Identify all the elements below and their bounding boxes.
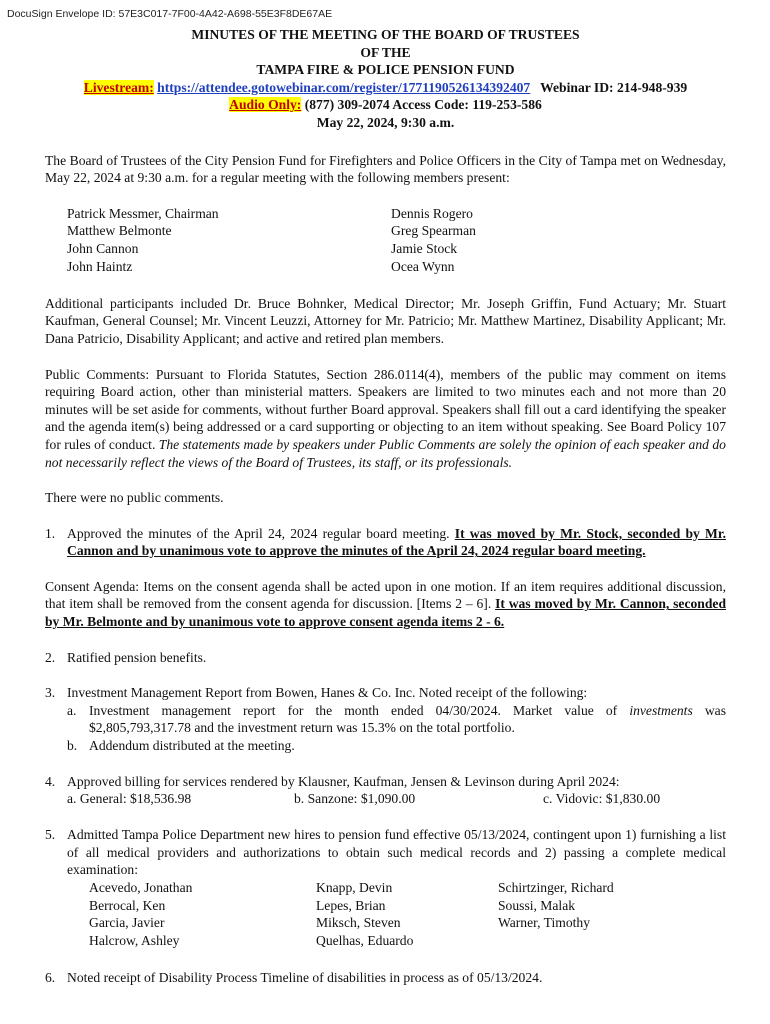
members-right-column [391, 205, 476, 275]
member-name: Patrick Messmer, Chairman [67, 205, 219, 221]
agenda-item-1 [45, 525, 726, 560]
no-public-comments: There were no public comments. [45, 490, 224, 506]
sub-item-italic: investments [629, 702, 693, 718]
livestream-label: Livestream: [83, 79, 154, 95]
sub-item-text: Investment management report for the month ended 04/30/2024. Market value of [89, 702, 618, 718]
public-comments-text: Public Comments: Pursuant to Florida Statutes, Section 286.0114(4), members of the public may comment on items requiring Board action, other than ministerial matters. Speakers are limited to two minutes each and not more than 20 minutes will be set aside for comments, without further Board approval. Speakers shall fill out a card identifying the speaker and the agenda item(s) being addressed or a card supporting or objecting to an item without speaking. See Board Policy 107 for rules of conduct. [45, 366, 726, 452]
sub-item-text: was $2,805,793,317.78 and the investment return was 15.3% on the total portfolio. [89, 702, 726, 736]
item-text: Admitted Tampa Police Department new hires to pension fund effective 05/13/2024, contingent upon 1) furnishing a list of all medical providers and authorizations to obtain such medical records and 2) passing a complete medical examination: [67, 827, 726, 878]
public-comments-disclaimer: The statements made by speakers under Public Comments are solely the opinion of each speaker and do not necessarily reflect the views of the Board of Trustees, its staff, or its professionals. [45, 436, 726, 470]
item-motion: It was moved by Mr. Stock, seconded by Mr. Cannon and by unanimous vote to approve the minutes of the April 24, 2024 regular board meeting. [67, 525, 727, 559]
billing-vidovic: c. Vidovic: $1,830.00 [543, 791, 661, 807]
document-header [45, 26, 726, 132]
audio-info: (877) 309-2074 Access Code: 119-253-586 [304, 97, 542, 113]
hire-name: Knapp, Devin [316, 880, 393, 895]
sub-item-letter: b. [67, 738, 78, 754]
additional-participants: Additional participants included Dr. Bruce Bohnker, Medical Director; Mr. Joseph Griffin, Fund Actuary; Mr. Stuart Kaufman, General Counsel; Mr. Vincent Leuzzi, Attorney for Mr. Patricio; Mr. Matthew Martinez, Disability Applicant; Mr. Dana Patricio, Disability Applicant; and active and retired plan members. [45, 295, 726, 346]
agenda-item-5 [45, 826, 726, 951]
members-present [45, 205, 726, 277]
docusign-envelope-id: DocuSign Envelope ID: 57E3C017-7F00-4A42-A698-55E3F8DE67AE [7, 8, 333, 20]
agenda-item-3 [45, 684, 726, 754]
item-text: Investment Management Report from Bowen, Hanes & Co. Inc. Noted receipt of the following: [67, 685, 588, 701]
hire-name: Lepes, Brian [316, 897, 386, 913]
billing-general: a. General: $18,536.98 [67, 791, 192, 807]
consent-motion: It was moved by Mr. Cannon, seconded by Mr. Belmonte and by unanimous vote to approve consent agenda items 2 - 6. [45, 596, 727, 630]
hire-name: Halcrow, Ashley [89, 932, 180, 948]
member-name: Greg Spearman [391, 223, 476, 239]
hires-column-2 [316, 879, 413, 949]
audio-label: Audio Only: [229, 97, 302, 113]
billing-line [67, 790, 726, 808]
sub-item-b [67, 737, 726, 755]
hire-name: Warner, Timothy [498, 915, 591, 931]
member-name: Jamie Stock [391, 240, 458, 256]
member-name: Ocea Wynn [391, 258, 455, 274]
hire-name: Garcia, Javier [89, 915, 165, 931]
item-number: 6. [45, 970, 56, 985]
header-title-line1: MINUTES OF THE MEETING OF THE BOARD OF TRUSTEES [191, 27, 580, 42]
hires-column-1 [89, 879, 192, 949]
item-number: 4. [45, 773, 56, 789]
hire-name: Berrocal, Ken [89, 897, 166, 913]
item-number: 1. [45, 525, 56, 541]
agenda-item-4 [45, 773, 726, 809]
livestream-line [45, 79, 726, 97]
header-title-line3: TAMPA FIRE & POLICE PENSION FUND [256, 62, 515, 78]
hires-column-3 [498, 879, 614, 932]
member-name: John Cannon [67, 240, 139, 256]
hire-name: Quelhas, Eduardo [316, 932, 414, 948]
audio-line [45, 96, 726, 114]
item-text: Noted receipt of Disability Process Timeline of disabilities in process as of 05/13/2024. [67, 970, 543, 985]
hire-name: Schirtzinger, Richard [498, 880, 614, 895]
billing-sanzone: b. Sanzone: $1,090.00 [294, 791, 416, 807]
member-name: Matthew Belmonte [67, 223, 172, 239]
webinar-id: Webinar ID: 214-948-939 [540, 79, 688, 95]
sub-item-a [67, 702, 726, 737]
item-number: 3. [45, 685, 56, 701]
public-comments-paragraph [45, 366, 726, 472]
agenda-item-6 [45, 969, 726, 987]
hire-name: Acevedo, Jonathan [89, 880, 193, 895]
agenda-item-2 [45, 649, 726, 667]
item-text: Approved billing for services rendered by Klausner, Kaufman, Jensen & Levinson during April 2024: [67, 773, 620, 789]
members-left-column [67, 205, 219, 275]
sub-item-letter: a. [67, 702, 77, 718]
document-page [45, 26, 726, 987]
hire-name: Soussi, Malak [498, 897, 576, 913]
meeting-date: May 22, 2024, 9:30 a.m. [316, 114, 455, 130]
item-number: 2. [45, 649, 56, 665]
member-name: Dennis Rogero [391, 205, 473, 221]
livestream-link[interactable]: https://attendee.gotowebinar.com/register/1771190526134392407 [157, 79, 531, 95]
member-name: John Haintz [67, 258, 133, 274]
item-number: 5. [45, 827, 56, 843]
consent-agenda [45, 578, 726, 631]
consent-text: Consent Agenda: Items on the consent agenda shall be acted upon in one motion. If an item requires additional discussion, that item shall be removed from the consent agenda for discussion. [Items 2 – 6]. [45, 578, 726, 612]
header-title-line2: OF THE [360, 44, 411, 60]
new-hires-list [67, 879, 726, 951]
intro-paragraph: The Board of Trustees of the City Pension Fund for Firefighters and Police Officers in the City of Tampa met on Wednesday, May 22, 2024 at 9:30 a.m. for a regular meeting with the following members present: [45, 152, 726, 186]
hire-name: Miksch, Steven [316, 915, 401, 931]
item-text: Ratified pension benefits. [67, 649, 207, 665]
sub-item-text: Addendum distributed at the meeting. [89, 738, 295, 754]
item-text: Approved the minutes of the April 24, 2024 regular board meeting. [67, 525, 450, 541]
